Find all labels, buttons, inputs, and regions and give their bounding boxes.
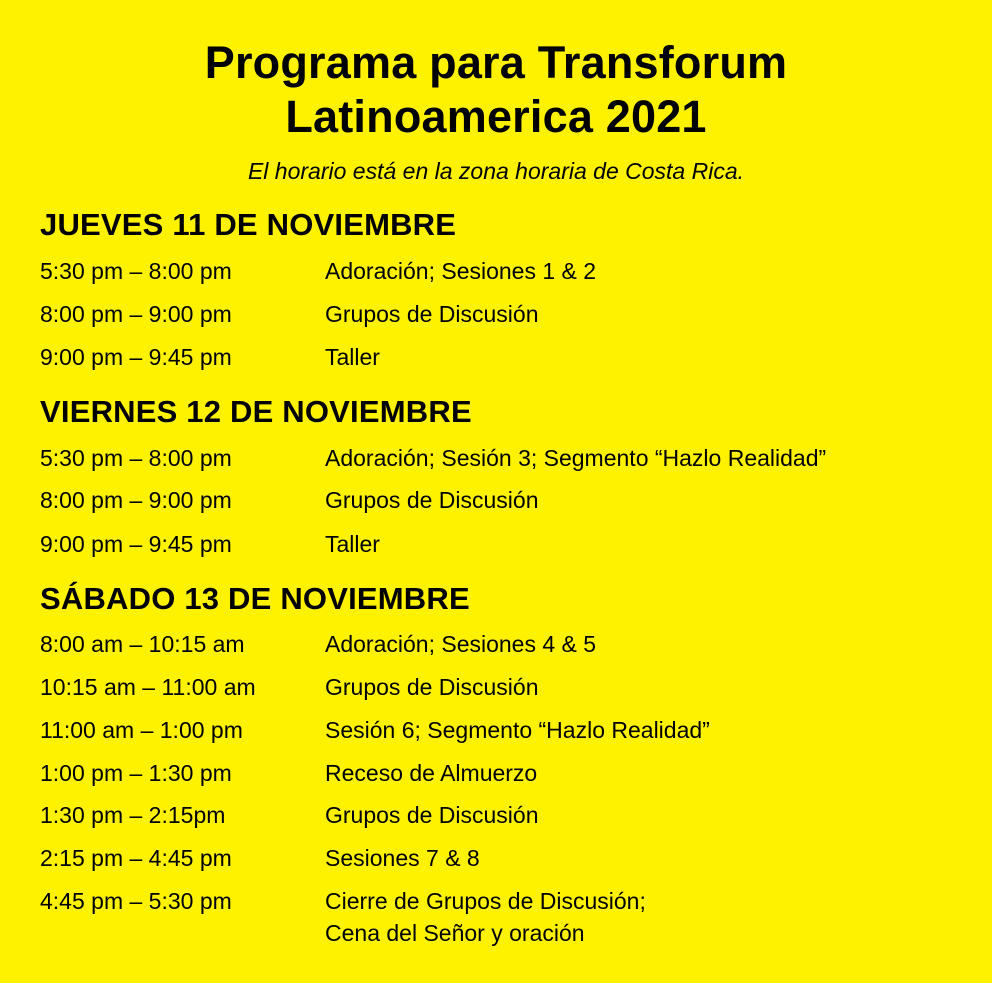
row-event: Sesión 6; Segmento “Hazlo Realidad” — [325, 717, 710, 743]
row-event: Adoración; Sesión 3; Segmento “Hazlo Realidad” — [325, 445, 827, 471]
day-heading-viernes: VIERNES 12 DE NOVIEMBRE — [40, 394, 472, 429]
row-time: 8:00 am – 10:15 am — [40, 631, 245, 657]
row-event: Grupos de Discusión — [325, 802, 539, 828]
row-event: Sesiones 7 & 8 — [325, 845, 480, 871]
row-time: 1:00 pm – 1:30 pm — [40, 760, 232, 786]
row-event: Grupos de Discusión — [325, 674, 539, 700]
day-heading-jueves: JUEVES 11 DE NOVIEMBRE — [40, 207, 457, 242]
row-event: Adoración; Sesiones 4 & 5 — [325, 631, 597, 657]
timezone-note: El horario está en la zona horaria de Costa Rica. — [247, 158, 745, 184]
row-time: 1:30 pm – 2:15pm — [40, 802, 226, 828]
row-event: Receso de Almuerzo — [325, 760, 538, 786]
row-event: Adoración; Sesiones 1 & 2 — [325, 258, 597, 284]
row-time: 8:00 pm – 9:00 pm — [40, 487, 232, 513]
row-time: 8:00 pm – 9:00 pm — [40, 301, 232, 327]
row-event: Grupos de Discusión — [325, 487, 539, 513]
row-time: 4:45 pm – 5:30 pm — [40, 888, 232, 914]
title-line-2: Latinoamerica 2021 — [285, 91, 707, 142]
title-line-1: Programa para Transforum — [204, 37, 788, 88]
row-event: Taller — [325, 344, 380, 370]
row-event: Taller — [325, 531, 380, 557]
row-event: Cierre de Grupos de Discusión; Cena del Señor y oración — [325, 888, 646, 946]
row-time: 10:15 am – 11:00 am — [40, 674, 256, 700]
page-title — [0, 36, 992, 144]
row-time: 9:00 pm – 9:45 pm — [40, 344, 232, 370]
row-event: Grupos de Discusión — [325, 301, 539, 327]
row-time: 5:30 pm – 8:00 pm — [40, 445, 232, 471]
row-time: 2:15 pm – 4:45 pm — [40, 845, 232, 871]
row-time: 5:30 pm – 8:00 pm — [40, 258, 232, 284]
day-heading-sabado: SÁBADO 13 DE NOVIEMBRE — [40, 581, 470, 616]
row-time: 9:00 pm – 9:45 pm — [40, 531, 232, 557]
row-time: 11:00 am – 1:00 pm — [40, 717, 243, 743]
